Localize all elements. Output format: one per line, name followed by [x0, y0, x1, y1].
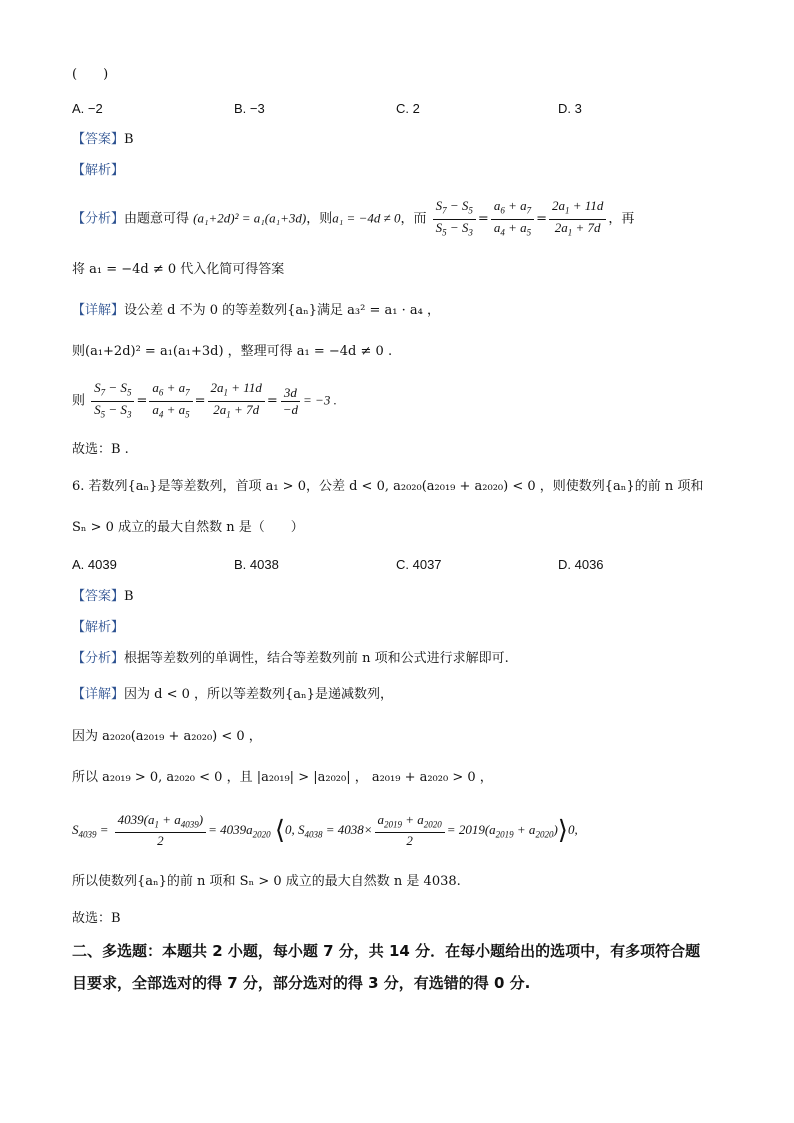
fraction-a-2: $\frac{a_6 + a_7}{a_4 + a_5}$ [149, 380, 192, 422]
analysis-tag: 【解析】 [72, 163, 125, 178]
fenxi-text: 根据等差数列的单调性，结合等差数列前 n 项和公式进行求解即可. [124, 651, 509, 666]
fraction-s-2: $\frac{S_7 - S_5}{S_5 - S_3}$ [91, 380, 134, 422]
q5-option-d: D. 3 [558, 101, 582, 116]
fenxi-eq-1: (a₁+2d)² = a₁(a₁+3d) [193, 210, 307, 226]
fraction-sum-4038: $\frac{a_{2019} + a_{2020}}{2}$ [375, 812, 445, 850]
q5-fenxi-line: 【分析】由题意可得 (a₁+2d)² = a₁(a₁+3d)，则a₁ = −4d ≠ 0，而 $\frac{S_7 - S_5}{S_5 - S_3}$ = $\frac{a_6 + a_7}{a_4 + a_5}$ = $\frac{2a_1 + 11d}{2a_1 + 7d}$ ，再 [72, 198, 634, 240]
q6-stem-1: 6. 若数列{aₙ}是等差数列，首项 a₁ > 0，公差 d < 0, a₂₀₂₀(a₂₀₁₉ + a₂₀₂₀) < 0 ，则使数列{aₙ}的前 n 项和 [72, 479, 704, 494]
q6-choose: 故选：B [72, 911, 121, 926]
xiangjie-text-1: 因为 d < 0 ，所以等差数列{aₙ}是递减数列， [124, 687, 393, 702]
q6-xiangjie-1 [72, 686, 393, 704]
fraction-d: $\frac{2a_1 + 11d}{2a_1 + 7d}$ [549, 198, 606, 240]
xiangjie-tag: 【详解】 [72, 303, 125, 318]
q5-choose: 故选：B . [72, 442, 129, 457]
q6-option-a: A. 4039 [72, 557, 117, 572]
analysis-tag: 【解析】 [72, 620, 125, 635]
xiangjie-tag: 【详解】 [72, 687, 125, 702]
sum-mid-1: = $4039a_{2020}$ [208, 822, 271, 840]
section-2-line-2: 目要求，全部选对的得 7 分，部分选对的得 3 分，有选错的得 0 分. [72, 974, 531, 992]
q6-option-b: B. 4038 [234, 557, 279, 572]
fraction-sum-4039: $\frac{4039(a_1 + a_{4039})}{2}$ [115, 812, 206, 850]
fraction-a: $\frac{a_6 + a_7}{a_4 + a_5}$ [491, 198, 534, 240]
q5-paren: ( ) [72, 67, 109, 82]
q6-xiangjie-5: 所以使数列{aₙ}的前 n 项和 Sₙ > 0 成立的最大自然数 n 是 4038. [72, 874, 461, 889]
fenxi-line-2: 将 a₁ = −4d ≠ 0 代入化简可得答案 [72, 262, 285, 277]
section-2-line-1: 二、多选题：本题共 2 小题，每小题 7 分，共 14 分．在每小题给出的选项中，有多项符合题 [72, 942, 701, 960]
answer-tag: 【答案】 [72, 132, 125, 147]
fenxi-eq-2: a₁ = −4d ≠ 0 [332, 210, 401, 226]
fenxi-tag: 【分析】 [72, 651, 125, 666]
answer-value: B [124, 589, 134, 604]
fenxi-tag: 【分析】 [72, 211, 125, 227]
q5-xiangjie-3: 则 $\frac{S_7 - S_5}{S_5 - S_3}$ = $\frac{a_6 + a_7}{a_4 + a_5}$ = $\frac{2a_1 + 11d}{2a_1 + 7d}$ = $\frac{3d}{-d}$ = −3 . [72, 380, 337, 422]
answer-tag: 【答案】 [72, 589, 125, 604]
fenxi-text-4: ，再 [608, 211, 635, 227]
q5-xiangjie-2: 则(a₁+2d)² = a₁(a₁+3d) ，整理可得 a₁ = −4d ≠ 0 . [72, 344, 393, 359]
q6-xiangjie-3: 所以 a₂₀₁₉ > 0, a₂₀₂₀ < 0 ，且 |a₂₀₁₉| > |a₂₀₂₀| ， a₂₀₁₉ + a₂₀₂₀ > 0 ， [72, 770, 493, 785]
sum-mid-3: = $2019(a_{2019} + a_{2020})$ [446, 822, 558, 840]
fenxi-text-1: 由题意可得 [124, 211, 190, 227]
q6-option-c: C. 4037 [396, 557, 442, 572]
q5-option-c: C. 2 [396, 101, 420, 116]
sum-lhs: $S_{4039}$ = [72, 822, 109, 840]
q6-option-d: D. 4036 [558, 557, 604, 572]
fenxi-text-3: ，而 [400, 211, 427, 227]
answer-value: B [124, 132, 134, 147]
fraction-d-2: $\frac{2a_1 + 11d}{2a_1 + 7d}$ [208, 380, 265, 422]
q6-xiangjie-4: $S_{4039}$ = $\frac{4039(a_1 + a_{4039})}{2}$ = $4039a_{2020}$ ⟨0, $S_{4038} = 4038\times$ $\frac{a_{2019} + a_{2020}}{2}$ = $2019(a_{2019}$ + $a_{2020})⟩0$, [72, 811, 578, 849]
xiangjie-3-prefix: 则 [72, 393, 86, 409]
q5-answer-line [72, 131, 134, 149]
q5-xiangjie-1 [72, 302, 440, 320]
q6-xiangjie-2: 因为 a₂₀₂₀(a₂₀₁₉ + a₂₀₂₀) < 0 ， [72, 729, 262, 744]
xiangjie-3-suffix: = −3 . [303, 392, 337, 408]
q6-fenxi [72, 650, 509, 668]
sum-mid-2: 0, $S_{4038} = 4038\times$ [284, 822, 373, 840]
q6-answer-line [72, 588, 134, 606]
q6-stem-2: Sₙ > 0 成立的最大自然数 n 是（ ） [72, 520, 304, 535]
fraction-3d: $\frac{3d}{-d}$ [282, 384, 299, 417]
fenxi-text-2: ，则 [306, 211, 333, 227]
q5-option-a: A. −2 [72, 101, 103, 116]
q5-option-b: B. −3 [234, 101, 265, 116]
fraction-s: $\frac{S_7 - S_5}{S_5 - S_3}$ [433, 198, 476, 240]
xiangjie-text-1: 设公差 d 不为 0 的等差数列{aₙ}满足 a₃² = a₁ · a₄ ， [124, 303, 440, 318]
